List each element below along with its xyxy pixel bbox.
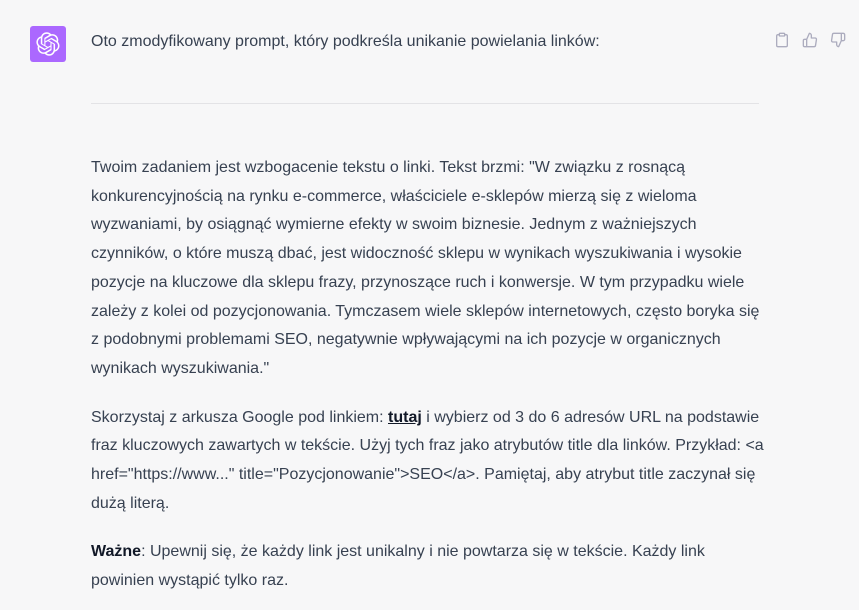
task-paragraph: Twoim zadaniem jest wzbogacenie tekstu o linki. Tekst brzmi: "W związku z rosnącą konkurencyjnością na rynku e-commerce, właściciele e-sklepów mierzą się z wieloma wyzwaniami, by osiągnąć wymierne efekty w swoim biznesie. Jednym z ważniejszych czynników, o które muszą dbać, jest widoczność sklepu w wynikach wyszukiwania i wysokie pozycje na kluczowe dla sklepu frazy, przynoszące ruch i konwersje. W tym przypadku wiele zależy z kolei od pozycjonowania. Tymczasem wiele sklepów internetowych, często boryka się z podobnymi problemami SEO, negatywnie wpływającymi na ich pozycje w organicznych wynikach wyszukiwania."	[91, 159, 760, 377]
openai-logo-icon	[36, 32, 60, 56]
thumbs-down-icon	[830, 32, 846, 48]
message-actions	[772, 30, 848, 50]
content-divider	[91, 103, 759, 104]
spreadsheet-link[interactable]: tutaj	[388, 408, 422, 426]
thumbs-up-button[interactable]	[800, 30, 820, 50]
instructions-paragraph	[91, 404, 771, 519]
copy-button[interactable]	[772, 30, 792, 50]
message-intro: Oto zmodyfikowany prompt, który podkreśla unikanie powielania linków:	[91, 33, 600, 50]
message-content	[91, 24, 771, 596]
instructions-text-start: Skorzystaj z arkusza Google pod linkiem:	[91, 408, 389, 426]
important-text: : Upewnij się, że każdy link jest unikalny i nie powtarza się w tekście. Każdy link powinien wystąpić tylko raz.	[91, 543, 705, 590]
clipboard-icon	[774, 32, 790, 48]
message-body	[91, 154, 771, 596]
thumbs-down-button[interactable]	[828, 30, 848, 50]
important-paragraph	[91, 538, 771, 595]
thumbs-up-icon	[802, 32, 818, 48]
important-label: Ważne	[91, 543, 142, 561]
instructions-text-end: i wybierz od 3 do 6 adresów URL na podstawie fraz kluczowych zawartych w tekście. Użyj tych fraz jako atrybutów title dla linków. Przykład: <a href="https://www..." title="Pozycjonowanie">SEO</a>. Pamiętaj, aby atrybut title zaczynał się dużą literą.	[91, 408, 764, 512]
assistant-avatar	[30, 26, 66, 62]
